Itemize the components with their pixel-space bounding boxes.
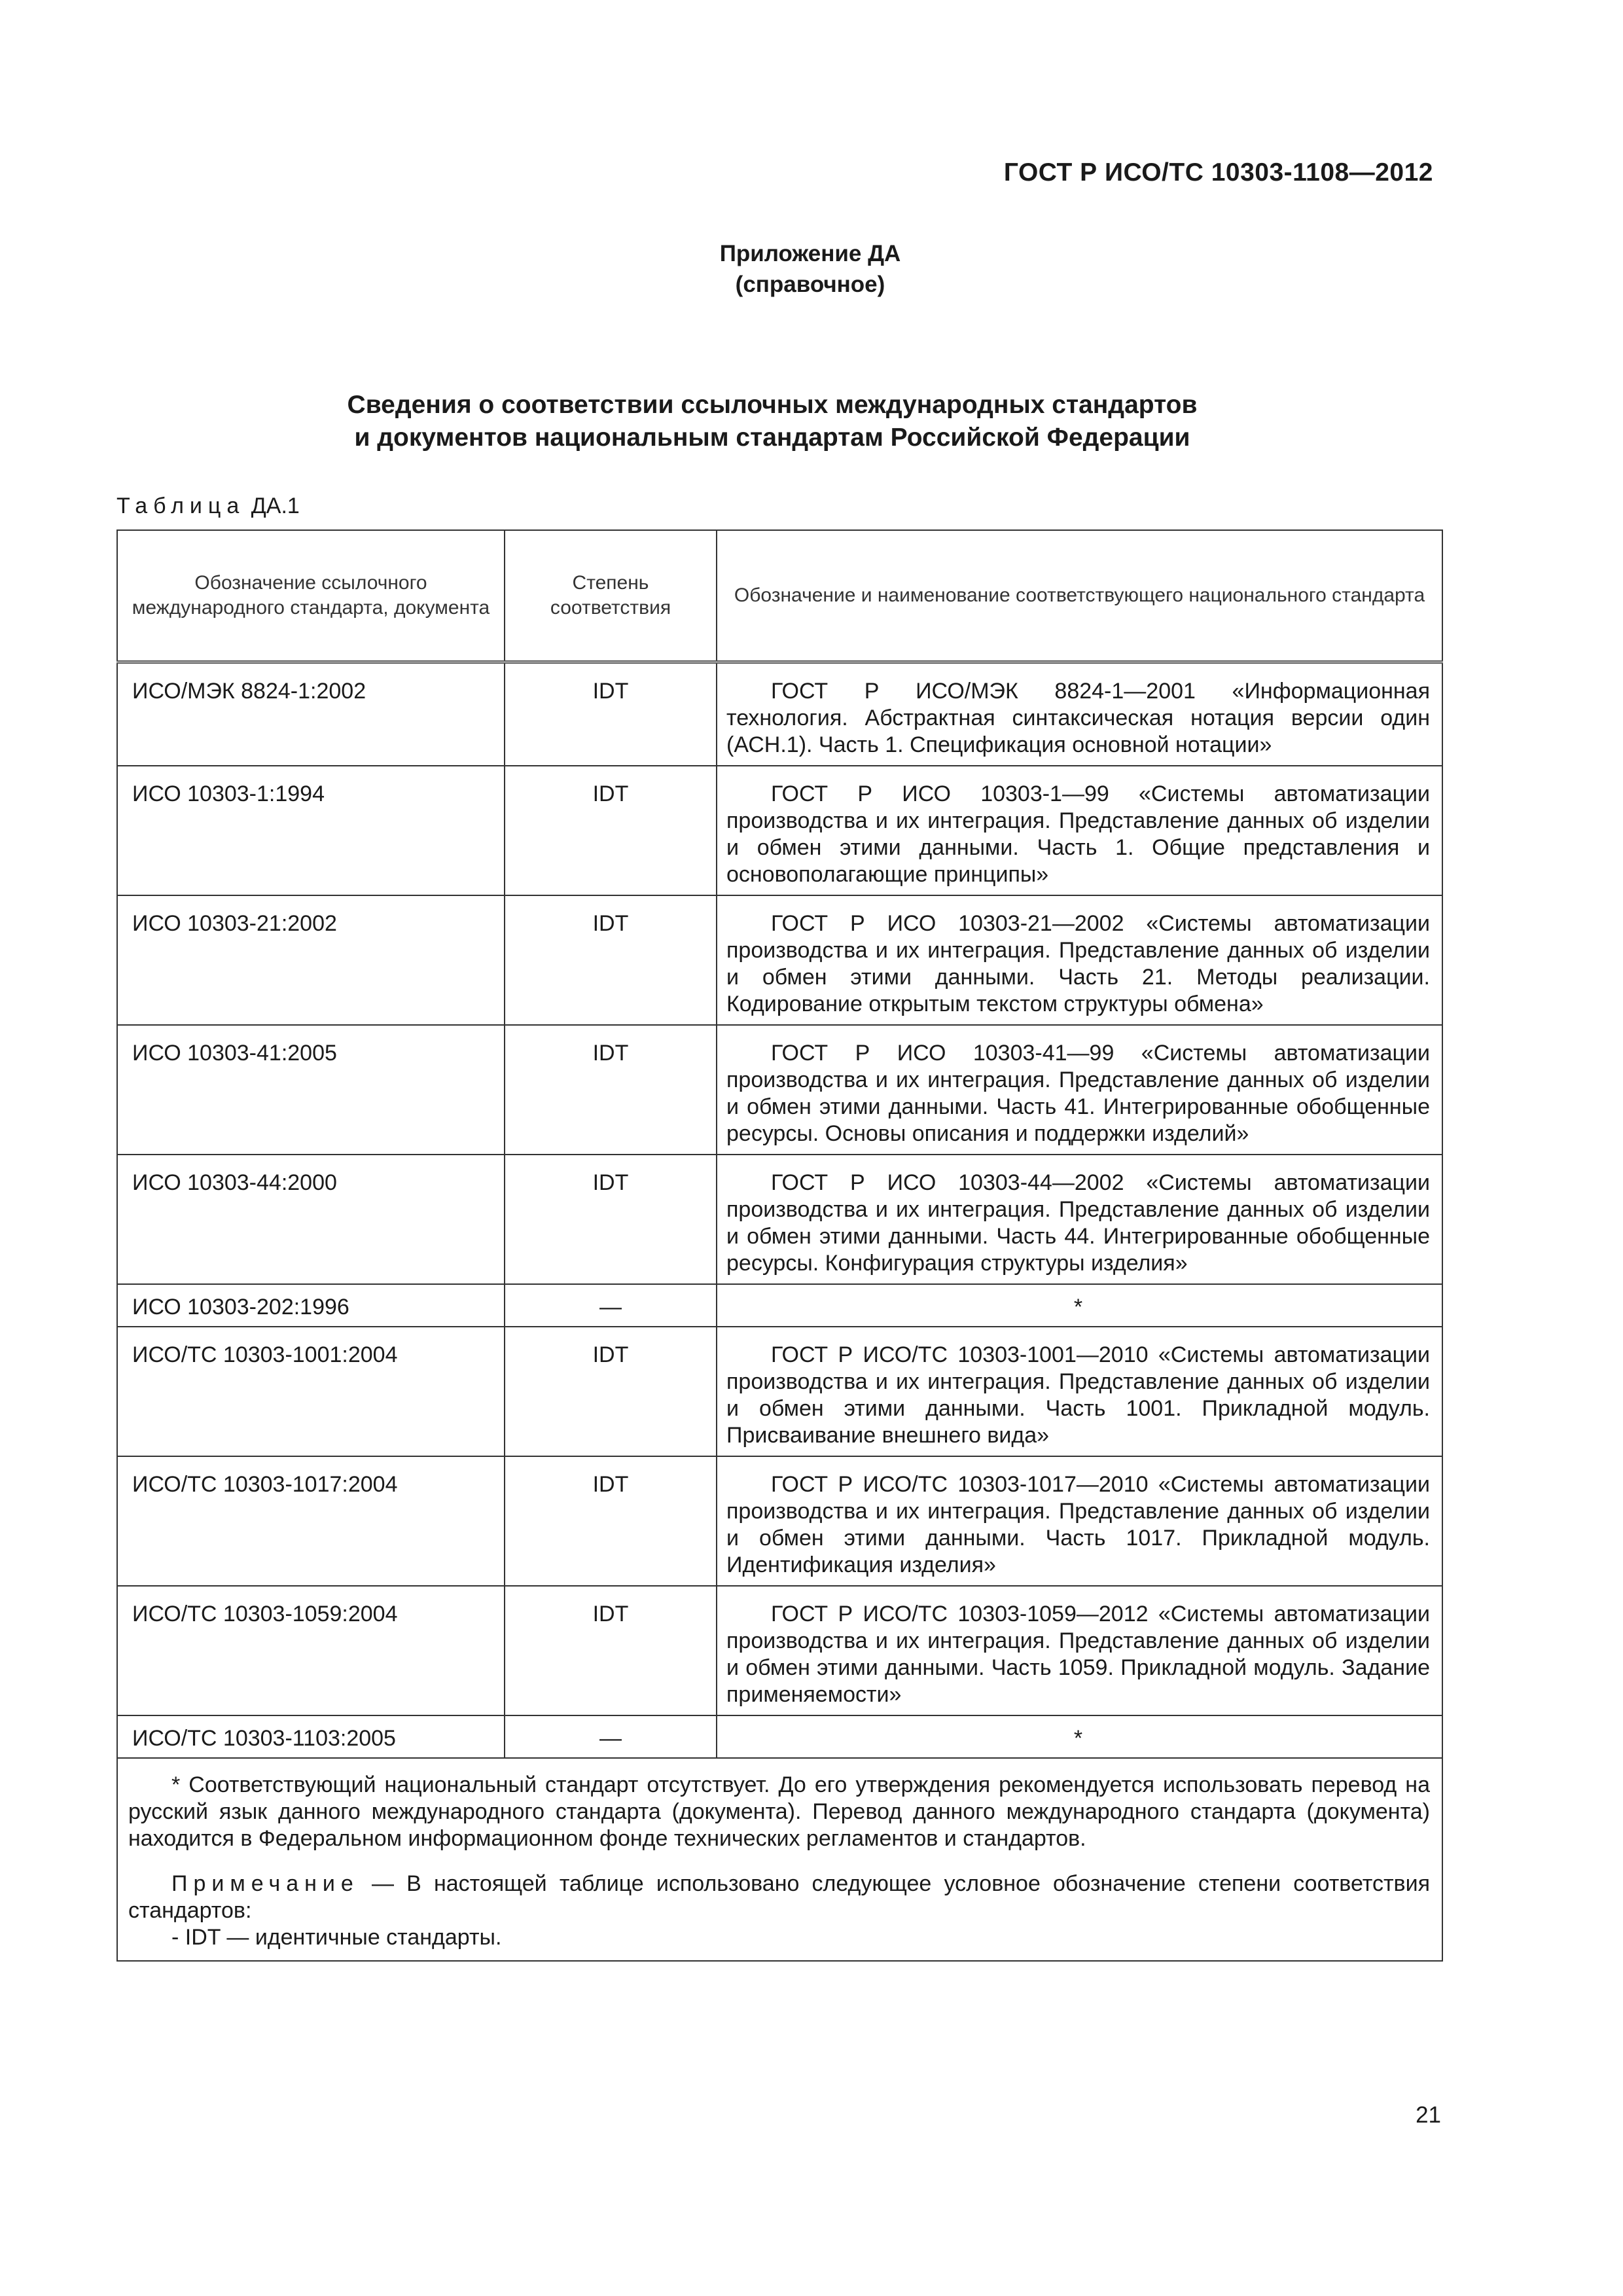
page-number: 21 <box>1416 2102 1441 2128</box>
national-standard-cell: ГОСТ Р ИСО/ТС 10303-1059—2012 «Системы автоматизации производства и их интеграция. Представление данных об изделии и обмен этими данными. Часть 1059. Прикладной модуль. Задание применяемости» <box>717 1586 1442 1715</box>
main-title <box>118 389 1427 454</box>
reference-cell: ИСО 10303-202:1996 <box>117 1284 505 1327</box>
appendix-heading <box>0 238 1623 300</box>
table-header-row <box>117 530 1442 662</box>
table-row <box>117 1155 1442 1284</box>
national-standard-cell: * <box>717 1284 1442 1327</box>
table-caption <box>116 493 300 519</box>
national-standard-cell: ГОСТ Р ИСО/МЭК 8824-1—2001 «Информационная технология. Абстрактная синтаксическая нотация версии один (АСН.1). Часть 1. Спецификация основной нотации» <box>717 662 1442 766</box>
table-row <box>117 1284 1442 1327</box>
table-caption-word: Таблица <box>116 493 245 518</box>
note-label: Примечание <box>171 1871 359 1896</box>
table-footer <box>117 1758 1442 1961</box>
degree-cell: IDT <box>505 1456 717 1586</box>
reference-cell: ИСО 10303-41:2005 <box>117 1025 505 1155</box>
degree-cell: — <box>505 1284 717 1327</box>
table-row <box>117 1456 1442 1586</box>
national-standard-cell: ГОСТ Р ИСО 10303-41—99 «Системы автоматизации производства и их интеграция. Представление данных об изделии и обмен этими данными. Часть 41. Интегрированные обобщенные ресурсы. Основы описания и поддержки изделий» <box>717 1025 1442 1155</box>
table-footer-row <box>117 1758 1442 1961</box>
table-row <box>117 1327 1442 1456</box>
national-standard-cell: ГОСТ Р ИСО 10303-1—99 «Системы автоматизации производства и их интеграция. Представление данных об изделии и обмен этими данными. Часть 1. Общие представления и основополагающие принципы» <box>717 766 1442 895</box>
degree-cell: IDT <box>505 1327 717 1456</box>
reference-cell: ИСО 10303-44:2000 <box>117 1155 505 1284</box>
national-standard-cell: * <box>717 1715 1442 1758</box>
degree-cell: IDT <box>505 662 717 766</box>
main-title-line-2: и документов национальным стандартам Российской Федерации <box>354 423 1190 452</box>
footnote-text: * Соответствующий национальный стандарт отсутствует. До его утверждения рекомендуется использовать перевод на русский язык данного международного стандарта (документа). Перевод данного международного стандарта (документа) находится в Федеральном информационном фонде технических регламентов и стандартов. <box>128 1772 1430 1851</box>
degree-cell: IDT <box>505 895 717 1025</box>
table-caption-number: ДА.1 <box>251 493 300 518</box>
header-reference: Обозначение ссылочного международного стандарта, документа <box>117 530 505 662</box>
correspondence-table <box>116 529 1443 1962</box>
degree-cell: IDT <box>505 766 717 895</box>
degree-cell: — <box>505 1715 717 1758</box>
degree-cell: IDT <box>505 1586 717 1715</box>
appendix-title: Приложение ДА <box>719 241 901 266</box>
degree-cell: IDT <box>505 1155 717 1284</box>
main-title-line-1: Сведения о соответствии ссылочных международных стандартов <box>347 391 1198 419</box>
table-row <box>117 1025 1442 1155</box>
reference-cell: ИСО/ТС 10303-1059:2004 <box>117 1586 505 1715</box>
reference-cell: ИСО 10303-21:2002 <box>117 895 505 1025</box>
header-degree: Степень соответствия <box>505 530 717 662</box>
reference-cell: ИСО/ТС 10303-1017:2004 <box>117 1456 505 1586</box>
header-national: Обозначение и наименование соответствующего национального стандарта <box>717 530 1442 662</box>
table-row <box>117 766 1442 895</box>
note-text: — В настоящей таблице использовано следующее условное обозначение степени соответствия стандартов: <box>128 1871 1430 1923</box>
national-standard-cell: ГОСТ Р ИСО/ТС 10303-1001—2010 «Системы автоматизации производства и их интеграция. Представление данных об изделии и обмен этими данными. Часть 1001. Прикладной модуль. Присваивание внешнего вида» <box>717 1327 1442 1456</box>
reference-cell: ИСО/ТС 10303-1103:2005 <box>117 1715 505 1758</box>
national-standard-cell: ГОСТ Р ИСО 10303-44—2002 «Системы автоматизации производства и их интеграция. Представление данных об изделии и обмен этими данными. Часть 44. Интегрированные обобщенные ресурсы. Конфигурация структуры изделия» <box>717 1155 1442 1284</box>
degree-cell: IDT <box>505 1025 717 1155</box>
table-row <box>117 895 1442 1025</box>
reference-cell: ИСО/ТС 10303-1001:2004 <box>117 1327 505 1456</box>
reference-cell: ИСО/МЭК 8824-1:2002 <box>117 662 505 766</box>
table-row <box>117 662 1442 766</box>
note-paragraph <box>128 1871 1430 1924</box>
national-standard-cell: ГОСТ Р ИСО/ТС 10303-1017—2010 «Системы автоматизации производства и их интеграция. Представление данных об изделии и обмен этими данными. Часть 1017. Прикладной модуль. Идентификация изделия» <box>717 1456 1442 1586</box>
table-row <box>117 1715 1442 1758</box>
document-code: ГОСТ Р ИСО/ТС 10303-1108—2012 <box>1003 158 1433 187</box>
table-row <box>117 1586 1442 1715</box>
note-list-item: - IDT — идентичные стандарты. <box>171 1925 502 1950</box>
national-standard-cell: ГОСТ Р ИСО 10303-21—2002 «Системы автоматизации производства и их интеграция. Представление данных об изделии и обмен этими данными. Часть 21. Методы реализации. Кодирование открытым текстом структуры обмена» <box>717 895 1442 1025</box>
reference-cell: ИСО 10303-1:1994 <box>117 766 505 895</box>
appendix-subtitle: (справочное) <box>735 272 885 297</box>
